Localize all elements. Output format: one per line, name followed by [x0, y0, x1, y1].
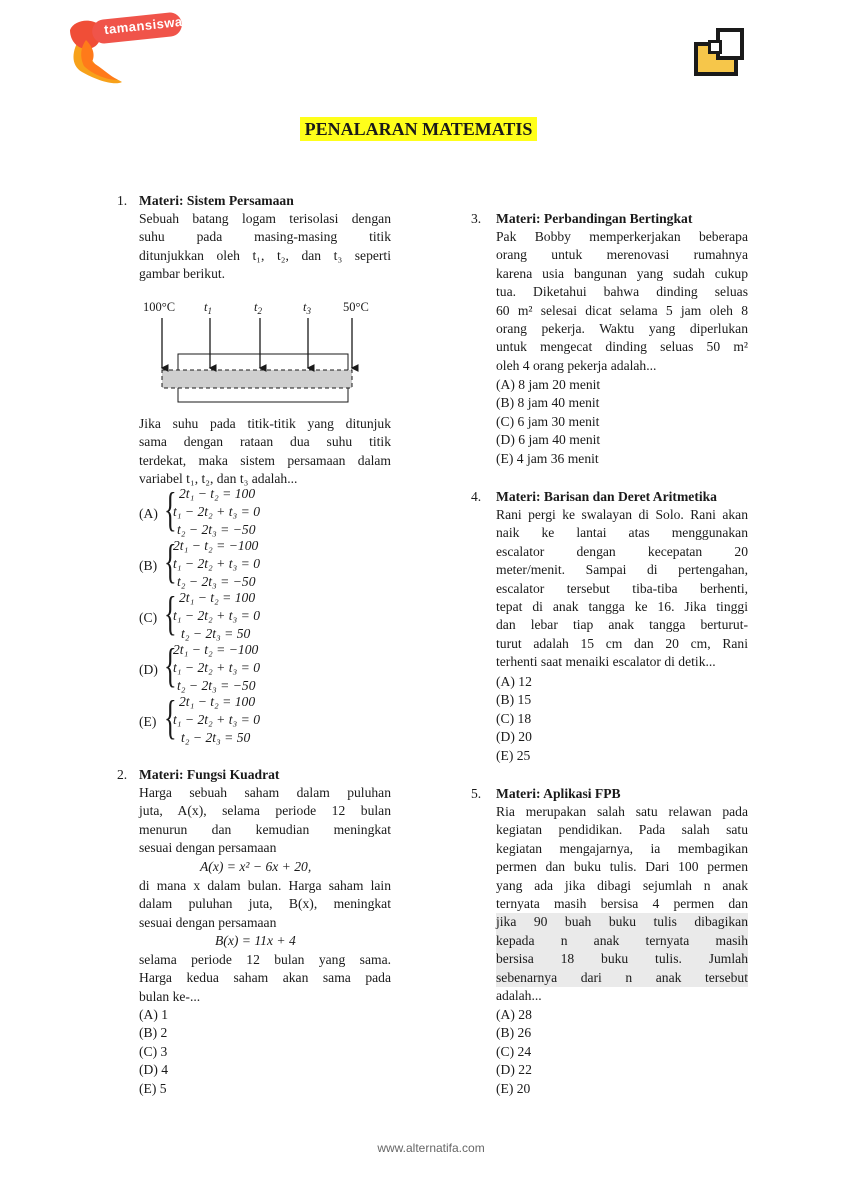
q3-line: orang pekerja. Waktu yang diperlukan	[496, 321, 748, 337]
tamansiswa-logo	[62, 10, 187, 88]
q3-line: karena usia bangunan yang sudah cukup	[496, 265, 748, 281]
q4-line: escalator tersebut tiba-tiba berhenti,	[496, 580, 748, 596]
option-label: (E)	[139, 714, 157, 729]
q2-line: di mana x dalam bulan. Harga saham lain	[139, 878, 391, 893]
q4-line: turut adalah 15 cm dan 20 cm, Rani	[496, 635, 748, 651]
q4-line: tepat di anak tangga ke 16. Jika tinggi	[496, 599, 748, 615]
q3-line: orang untuk merenovasi rumahnya	[496, 247, 748, 263]
q5-line: permen dan buku tulis. Dari 100 permen	[496, 859, 748, 875]
q1-intro	[139, 210, 391, 284]
diagram-label: 50°C	[343, 300, 369, 314]
q4-line: meter/menit. Sampai di pertengahan,	[496, 562, 748, 578]
rod-drawing	[140, 296, 390, 406]
q3-option-e[interactable]: (E) 4 jam 36 menit	[496, 450, 599, 466]
q2-line: selama periode 12 bulan yang sama.	[139, 952, 391, 967]
q5-heading: Materi: Aplikasi FPB	[496, 786, 621, 801]
q3-number: 3.	[471, 211, 482, 226]
q1-intro-line: gambar berikut.	[139, 266, 226, 282]
equation-line: t₁ − 2t₂ + t₃ = 0	[173, 660, 261, 675]
q4-options	[496, 673, 532, 765]
diagram-label-sub: 1	[207, 306, 212, 316]
equation-line: 2t₁ − t₂ = 100	[179, 694, 256, 709]
q1-option-e[interactable]	[139, 693, 391, 747]
q2-equation-b: B(x) = 11x + 4	[215, 933, 296, 948]
page-title: PENALARAN MATEMATIS	[300, 117, 537, 141]
q5-line: sebenarnya dari n anak tersebut	[496, 969, 748, 987]
q3-options	[496, 376, 600, 468]
q1-body-line: variabel t₁, t₂, dan t₃ adalah...	[139, 471, 298, 487]
q2-option-e[interactable]: (E) 5	[139, 1080, 167, 1096]
q5-option-a[interactable]: (A) 28	[496, 1007, 532, 1022]
equation-line: t₂ − 2t₃ = 50	[181, 626, 251, 641]
q1-option-c[interactable]	[139, 589, 391, 643]
diagram-label-sub: 2	[257, 306, 262, 316]
q1-intro-line: Sebuah batang logam terisolasi dengan	[139, 211, 391, 226]
q2-heading: Materi: Fungsi Kuadrat	[139, 767, 280, 782]
equation-line: 2t₁ − t₂ = −100	[173, 642, 259, 657]
q5-line: kepada n anak ternyata masih	[496, 932, 748, 950]
equation-line: t₁ − 2t₂ + t₃ = 0	[173, 556, 261, 571]
q5-line: Ria merupakan salah satu relawan pada	[496, 804, 748, 819]
q4-option-a[interactable]: (A) 12	[496, 674, 532, 689]
q3-option-b[interactable]: (B) 8 jam 40 menit	[496, 395, 600, 411]
q2-option-d[interactable]: (D) 4	[139, 1062, 169, 1078]
q1-number: 1.	[117, 193, 128, 208]
q4-line: naik ke lantai atas menggunakan	[496, 525, 748, 541]
q3-line: untuk mengecat dinding seluas 50 m²	[496, 339, 748, 355]
q1-option-a[interactable]	[139, 485, 391, 539]
diagram-label-sub: 3	[306, 306, 311, 316]
q4-line: terhenti saat menaiki escalator di detik...	[496, 654, 716, 670]
q2-line: dalam puluhan juta, B(x), meningkat	[139, 896, 391, 912]
equation-line: t₂ − 2t₃ = 50	[181, 730, 251, 745]
q5-line: yang ada jika dibagi sejumlah n anak	[496, 877, 748, 893]
q5-body	[496, 803, 748, 1005]
q1-heading: Materi: Sistem Persamaan	[139, 193, 294, 208]
equation-line: t₁ − 2t₂ + t₃ = 0	[173, 608, 261, 623]
q2-line: juta, A(x), selama periode 12 bulan	[139, 803, 391, 819]
q5-line: bersisa 18 buku tulis. Jumlah	[496, 950, 748, 968]
option-label: (C)	[139, 610, 158, 625]
q5-line: jika 90 buah buku tulis dibagikan	[496, 913, 748, 931]
brace-icon: {	[164, 483, 177, 536]
q5-number: 5.	[471, 786, 482, 801]
equation-line: t₁ − 2t₂ + t₃ = 0	[173, 504, 261, 519]
q3-option-a[interactable]: (A) 8 jam 20 menit	[496, 377, 601, 392]
q3-body	[496, 228, 748, 375]
q3-line: tua. Diketahui bahwa dinding seluas	[496, 284, 748, 300]
q2-number: 2.	[117, 767, 128, 782]
q4-line: escalator dengan kecepatan 20	[496, 543, 748, 559]
q5-options	[496, 1006, 532, 1098]
q3-option-c[interactable]: (C) 6 jam 30 menit	[496, 413, 600, 429]
q1-body	[139, 415, 391, 489]
q3-line: Pak Bobby memperkerjakan beberapa	[496, 229, 748, 244]
q4-line: Rani pergi ke swalayan di Solo. Rani akan	[496, 507, 748, 522]
equation-line: 2t₁ − t₂ = −100	[173, 538, 259, 553]
q1-body-line: terdekat, maka sistem persamaan dalam	[139, 452, 391, 468]
q2-option-b[interactable]: (B) 2	[139, 1025, 168, 1041]
book-icon	[694, 28, 744, 76]
equation-line: t₂ − 2t₃ = −50	[177, 522, 256, 537]
option-label: (B)	[139, 558, 158, 573]
q4-option-e[interactable]: (E) 25	[496, 747, 531, 763]
q2-p3	[139, 951, 391, 1006]
q3-line: 60 m² selesai dicat selama 5 jam oleh 8	[496, 302, 748, 318]
brace-icon: {	[164, 587, 177, 640]
q2-equation-a: A(x) = x² − 6x + 20,	[200, 859, 312, 874]
q2-line: sesuai dengan persamaan	[139, 840, 277, 856]
q2-option-a[interactable]: (A) 1	[139, 1007, 169, 1022]
q5-line: adalah...	[496, 988, 542, 1004]
q4-heading: Materi: Barisan dan Deret Aritmetika	[496, 489, 717, 504]
brace-icon: {	[164, 535, 177, 588]
footer-url[interactable]: www.alternatifa.com	[377, 1141, 485, 1155]
q3-option-d[interactable]: (D) 6 jam 40 menit	[496, 432, 601, 448]
q1-body-line: Jika suhu pada titik-titik yang ditunjuk	[139, 416, 391, 431]
q1-option-d[interactable]	[139, 641, 391, 695]
q1-option-b[interactable]	[139, 537, 391, 591]
option-label: (D)	[139, 662, 158, 677]
q4-option-b[interactable]: (B) 15	[496, 692, 532, 708]
q3-line: oleh 4 orang pekerja adalah...	[496, 357, 657, 373]
q3-heading: Materi: Perbandingan Bertingkat	[496, 211, 693, 226]
q5-option-d[interactable]: (D) 22	[496, 1062, 532, 1078]
equation-line: 2t₁ − t₂ = 100	[179, 590, 256, 605]
q2-p2	[139, 877, 391, 932]
q5-option-c[interactable]: (C) 24	[496, 1043, 532, 1059]
equation-line: 2t₁ − t₂ = 100	[179, 486, 256, 501]
brace-icon: {	[164, 639, 177, 692]
q4-line: dan lebar tiap anak tangga berturut-	[496, 617, 748, 633]
q5-option-e[interactable]: (E) 20	[496, 1080, 531, 1096]
diagram-label: $t_2$	[254, 300, 262, 316]
equation-line: t₂ − 2t₃ = −50	[177, 574, 256, 589]
equation-line: t₂ − 2t₃ = −50	[177, 678, 256, 693]
q4-body	[496, 506, 748, 672]
diagram-label: 100°C	[143, 300, 176, 314]
q5-option-b[interactable]: (B) 26	[496, 1025, 532, 1041]
q1-intro-line: suhu pada masing-masing titik	[139, 229, 391, 245]
q2-line: Harga kedua saham akan sama pada	[139, 970, 391, 986]
q2-option-c[interactable]: (C) 3	[139, 1043, 168, 1059]
q2-options	[139, 1006, 168, 1098]
q2-line: menurun dan kemudian meningkat	[139, 821, 391, 837]
q4-number: 4.	[471, 489, 482, 504]
q2-p1	[139, 784, 391, 858]
option-label: (A)	[139, 506, 158, 521]
q2-line: bulan ke-...	[139, 988, 201, 1004]
q5-line: ternyata masih bersisa 4 permen dan	[496, 896, 748, 912]
q2-line: sesuai dengan persamaan	[139, 914, 277, 930]
diagram-label: $t_3$	[303, 300, 311, 316]
q5-line: kegiatan mengajarnya, ia membagikan	[496, 840, 748, 856]
logo-text: tamansiswa	[103, 13, 184, 38]
brace-icon: {	[164, 691, 177, 744]
q4-option-c[interactable]: (C) 18	[496, 710, 532, 726]
q4-option-d[interactable]: (D) 20	[496, 729, 532, 745]
q5-line: kegiatan pendidikan. Pada salah satu	[496, 822, 748, 838]
q2-line: Harga sebuah saham dalam puluhan	[139, 785, 391, 800]
diagram-label: $t_1$	[204, 300, 212, 316]
equation-line: t₁ − 2t₂ + t₃ = 0	[173, 712, 261, 727]
q1-rod-diagram	[140, 296, 390, 406]
q1-body-line: sama dengan rataan dua suhu titik	[139, 434, 391, 450]
q1-intro-line: ditunjukkan oleh t₁, t₂, dan t₃ seperti	[139, 247, 391, 263]
